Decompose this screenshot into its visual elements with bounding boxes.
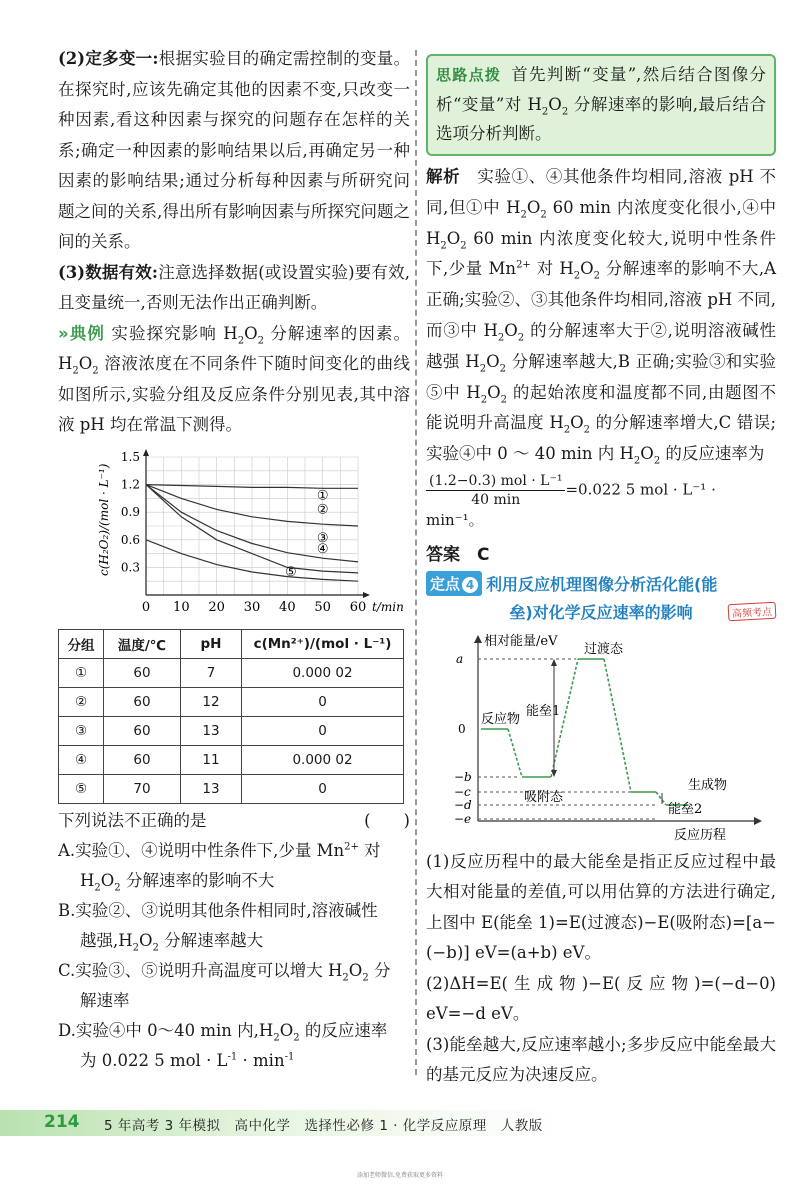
- para-3: [58, 258, 410, 319]
- energy-path: [481, 659, 688, 805]
- sub: 2: [257, 334, 264, 346]
- analysis-text: O: [486, 351, 500, 371]
- sub: 2: [583, 424, 591, 436]
- diagram-x-arrow: [754, 817, 762, 825]
- diagram-xlabel: 反应历程: [674, 827, 727, 841]
- sub: 2: [479, 363, 487, 375]
- sub: 2: [114, 881, 121, 893]
- label-adsorbed: 吸附态: [524, 789, 564, 805]
- sub: 2: [342, 971, 349, 983]
- x-axis-label: t/min: [372, 599, 404, 614]
- para-2-body: 根据实验目的确定需控制的变量。在探究时,应该先确定其他的因素不变,只改变一种因素,看这种因素与探究的问题存在怎样的关系;确定一种因素的影响结果以后,再确定另一种因素的影响结果;通过分析每种因素与所研究问题之间的关系,得出所有影响因素与所探究问题之间的关系。: [58, 49, 410, 251]
- table-cell: 60: [104, 658, 181, 687]
- table-cell: ③: [59, 716, 104, 745]
- tick-a: a: [456, 651, 464, 666]
- series-label: ④: [316, 541, 329, 557]
- sub: 2: [440, 239, 447, 251]
- label-reactant: 反应物: [481, 711, 521, 727]
- series-label: ②: [316, 501, 329, 517]
- tick-b: −b: [454, 769, 472, 784]
- table-row: [59, 716, 404, 745]
- sub: 2: [517, 332, 525, 344]
- tip-body: 首先判断“变量”,然后结合图像分析“变量”对 H: [436, 65, 766, 114]
- y-tick-label: 1.2: [120, 477, 140, 492]
- x-tick-label: 30: [243, 599, 261, 615]
- table-cell: 13: [181, 716, 242, 745]
- example-text: 分解速率的因素。H: [58, 323, 411, 373]
- x-axis-arrow: [363, 592, 370, 598]
- para-2: [58, 44, 410, 258]
- choice-text: 分解速率的影响不大: [120, 870, 275, 890]
- sub: 2: [72, 365, 79, 377]
- series-label: ①: [316, 488, 329, 504]
- choice-text: 的反应速率: [299, 1020, 388, 1040]
- analysis-text: 对 H: [530, 259, 574, 279]
- sub: 2: [480, 393, 488, 405]
- table-cell: ②: [59, 687, 104, 716]
- sub: 2: [540, 209, 547, 221]
- table-cell: 0: [242, 716, 404, 745]
- section-tag: [426, 571, 482, 596]
- sub: 2: [633, 455, 641, 467]
- analysis-text: O: [640, 444, 654, 464]
- question-text: 下列说法不正确的是: [58, 810, 207, 830]
- choice-c: [58, 956, 410, 1016]
- table-row: [59, 745, 404, 774]
- table-cell: 0.000 02: [242, 745, 404, 774]
- analysis-text: 60 min 内浓度变化较大,说明中性条件下,少量 Mn: [426, 228, 776, 279]
- sub: 2: [500, 393, 507, 405]
- table-cell: 11: [181, 745, 242, 774]
- sub: 2: [497, 332, 505, 344]
- table-row: [59, 687, 404, 716]
- question-line: [58, 806, 410, 836]
- tip-body: 分解速率的影响,最后结合选项分析判断。: [436, 95, 766, 143]
- example-text: O: [244, 323, 258, 343]
- table-header-row: [59, 629, 404, 658]
- table-cell: 60: [104, 687, 181, 716]
- sup: -1: [284, 1051, 295, 1062]
- y-tick-label: 0.3: [120, 559, 140, 574]
- x-tick-label: 40: [279, 599, 296, 615]
- table-header: 分组: [59, 629, 104, 658]
- table-cell: ④: [59, 745, 104, 774]
- tip-body: O: [548, 95, 562, 114]
- answer-value: C: [477, 544, 490, 565]
- sub: 2: [92, 365, 99, 377]
- table-cell: 0: [242, 687, 404, 716]
- choice-b: [58, 896, 410, 956]
- page-number: 214: [44, 1112, 80, 1132]
- x-tick-label: 20: [208, 599, 225, 615]
- analysis-text: 60 min 内浓度变化很小,④中 H: [426, 197, 776, 248]
- choice-text: 越强,H: [80, 930, 133, 950]
- fraction-denominator: 40 min: [471, 491, 521, 508]
- analysis-text: 的反应速率为: [660, 444, 765, 464]
- x-tick-label: 60: [349, 599, 367, 615]
- x-tick-label: 0: [141, 599, 151, 615]
- analysis-text: 的起始浓度和温度都不同,由题图不能说明升高温度 H: [426, 382, 776, 433]
- table-cell: 60: [104, 745, 181, 774]
- rate-fraction: [426, 472, 565, 509]
- sub: 2: [362, 971, 369, 983]
- tick-e: −e: [454, 811, 472, 826]
- diagram-y-arrow: [474, 635, 482, 643]
- analysis-text: O: [570, 413, 584, 433]
- explanation-2: (2)ΔH=E(生成物)−E(反应物)=(−d−0) eV=−d eV。: [426, 973, 776, 1024]
- experiment-table: [58, 629, 404, 804]
- choice-d: [58, 1016, 410, 1076]
- table-cell: 0: [242, 774, 404, 803]
- bottom-note: 添加老师微信,免费获取更多资料: [357, 1172, 443, 1179]
- choice-text: 分: [368, 960, 391, 980]
- example-paragraph: [58, 319, 410, 441]
- y-axis-label: c(H₂O₂)/(mol · L⁻¹): [97, 463, 111, 576]
- table-row: [59, 774, 404, 803]
- series-label: ⑤: [285, 564, 297, 580]
- sub: 2: [94, 881, 101, 893]
- answer-paren: ( ): [364, 810, 410, 830]
- label-barrier1: 能垒1: [526, 703, 561, 719]
- x-tick-label: 10: [173, 599, 190, 615]
- sub: 2: [573, 270, 581, 282]
- sub: 2: [152, 941, 159, 953]
- example-text: 实验探究影响 H: [111, 323, 238, 343]
- analysis-text: 实验①、④其他条件均相同,溶液 pH 不同,但①中 H: [426, 167, 777, 217]
- section-title-line1: 利用反应机理图像分析活化能(能: [486, 574, 718, 594]
- label-transition: 过渡态: [584, 641, 624, 657]
- sub: 2: [593, 270, 600, 282]
- choice-text: · min: [237, 1050, 285, 1070]
- table-header: c(Mn²⁺)/(mol · L⁻¹): [242, 629, 404, 658]
- sub: 2: [653, 455, 661, 467]
- analysis-tag: 解析: [426, 167, 461, 186]
- y-axis-arrow: [143, 449, 149, 456]
- choice-text: O: [100, 870, 115, 890]
- tip-box: [426, 54, 776, 156]
- example-tag: 典例: [68, 323, 105, 343]
- high-frequency-stamp: 高频考点: [728, 602, 777, 621]
- analysis-text: O: [446, 228, 461, 248]
- energy-diagram: [426, 631, 776, 841]
- analysis-text: 分解速率的影响不大,A 正确;实验②、③其他条件均相同,溶液 pH 不同,而③中 H: [426, 259, 776, 340]
- answer-line: [426, 540, 776, 565]
- table-cell: 12: [181, 687, 242, 716]
- para-3-heading: (3)数据有效:: [58, 262, 159, 282]
- table-cell: 0.000 02: [242, 658, 404, 687]
- label-barrier2: 能垒2: [668, 801, 703, 817]
- para-3-body: 注意选择数据(或设置实验)要有效,且变量统一,否则无法作出正确判断。: [58, 262, 411, 312]
- section-tag-label: 定点: [430, 574, 461, 593]
- sub: 2: [561, 106, 569, 118]
- table-cell: 70: [104, 774, 181, 803]
- concentration-chart: [58, 445, 410, 621]
- fraction-result: =0.022 5 mol · L⁻¹ · min⁻¹。: [426, 480, 716, 529]
- analysis-text: O: [580, 259, 594, 279]
- table-cell: 13: [181, 774, 242, 803]
- tick-d: −d: [454, 797, 472, 812]
- chart-labels: [285, 488, 328, 579]
- choice-text: B.实验②、③说明其他条件相同时,溶液碱性: [58, 900, 378, 920]
- sup: -1: [227, 1051, 238, 1062]
- sub: 2: [520, 209, 527, 221]
- diagram-ylabel: 相对能量/eV: [484, 633, 558, 649]
- left-column: [58, 44, 410, 1076]
- choice-text: H: [80, 870, 95, 890]
- analysis-text: O: [504, 320, 518, 340]
- choice-text: O: [139, 930, 153, 950]
- rate-formula: [426, 472, 776, 530]
- column-divider: [415, 50, 417, 1075]
- tip-tag: 思路点拨: [436, 66, 502, 84]
- table-cell: ⑤: [59, 774, 104, 803]
- tick-0: 0: [458, 721, 466, 736]
- sub: 2: [499, 363, 506, 375]
- x-tick-label: 50: [314, 599, 331, 615]
- sub: 2: [563, 424, 571, 436]
- label-product: 生成物: [688, 777, 728, 793]
- example-text: 溶液浓度在不同条件下随时间变化的曲线如图所示,实验分组及反应条件分别见表,其中溶液 pH 均在常温下测得。: [58, 354, 410, 434]
- table-cell: ①: [59, 658, 104, 687]
- analysis-text: 分解速率越大,B 正确;实验③和实验⑤中 H: [426, 351, 776, 402]
- y-tick-label: 0.9: [120, 504, 140, 519]
- sup: 2+: [516, 259, 531, 271]
- example-arrow-icon: »: [58, 323, 69, 343]
- choice-a: [58, 836, 410, 896]
- choice-text: 为 0.022 5 mol · L: [80, 1050, 228, 1070]
- table-header: 温度/℃: [104, 629, 181, 658]
- section-number: 4: [462, 577, 478, 593]
- answer-label: 答案: [426, 544, 460, 565]
- choice-text: 分解速率越大: [158, 930, 264, 950]
- footer: [0, 1110, 800, 1136]
- fraction-numerator: (1.2−0.3) mol · L⁻¹: [426, 472, 565, 491]
- table-row: [59, 658, 404, 687]
- example-text: O: [78, 354, 93, 373]
- analysis-text: O: [487, 382, 501, 402]
- table-header: pH: [181, 629, 242, 658]
- right-column: [426, 54, 776, 1091]
- explanation-3: (3)能垒越大,反应速率越小;多步反应中能垒最大的基元反应为决速反应。: [426, 1034, 776, 1085]
- choice-text: O: [279, 1020, 294, 1040]
- chart-grid: [146, 457, 358, 595]
- tip-text: [436, 60, 766, 148]
- sub: 2: [132, 941, 140, 953]
- choice-text: A.实验①、④说明中性条件下,少量 Mn: [58, 840, 345, 860]
- series-label: ③: [316, 530, 329, 546]
- sub: 2: [293, 1031, 300, 1043]
- choice-text: O: [348, 960, 363, 980]
- sub: 2: [460, 239, 467, 251]
- choice-text: D.实验④中 0～40 min 内,H: [58, 1020, 274, 1040]
- table-cell: 60: [104, 716, 181, 745]
- table-cell: 7: [181, 658, 242, 687]
- choice-text: C.实验③、⑤说明升高温度可以增大 H: [58, 960, 343, 980]
- analysis-paragraph: [426, 162, 776, 470]
- tick-c: −c: [454, 784, 471, 799]
- analysis-text: O: [526, 197, 541, 217]
- sub: 2: [541, 106, 549, 118]
- explanation-1: (1)反应历程中的最大能垒是指正反应过程中最大相对能量的差值,可以用估算的方法进行确定,上图中 E(能垒 1)=E(过渡态)−E(吸附态)=[a−(−b)] eV=(a+b) eV。: [426, 851, 776, 963]
- y-tick-label: 1.5: [120, 449, 140, 464]
- section-heading: [426, 571, 776, 627]
- para-2-heading: (2)定多变一:: [58, 49, 159, 68]
- sub: 2: [237, 334, 245, 346]
- y-tick-label: 0.6: [120, 532, 140, 547]
- analysis-text: 的分解速率增大,C 错误;实验④中 0 ～ 40 min 内 H: [426, 413, 776, 464]
- choice-text: 对: [358, 840, 381, 860]
- section-title-line2: 垒)对化学反应速率的影响: [509, 602, 693, 622]
- analysis-text: 的分解速率大于②,说明溶液碱性越强 H: [426, 320, 776, 371]
- choice-text: 解速率: [80, 990, 130, 1010]
- sub: 2: [273, 1031, 280, 1043]
- sup: 2+: [344, 841, 359, 852]
- footer-book-title: 5 年高考 3 年模拟 高中化学 选择性必修 1 · 化学反应原理 人教版: [104, 1118, 543, 1134]
